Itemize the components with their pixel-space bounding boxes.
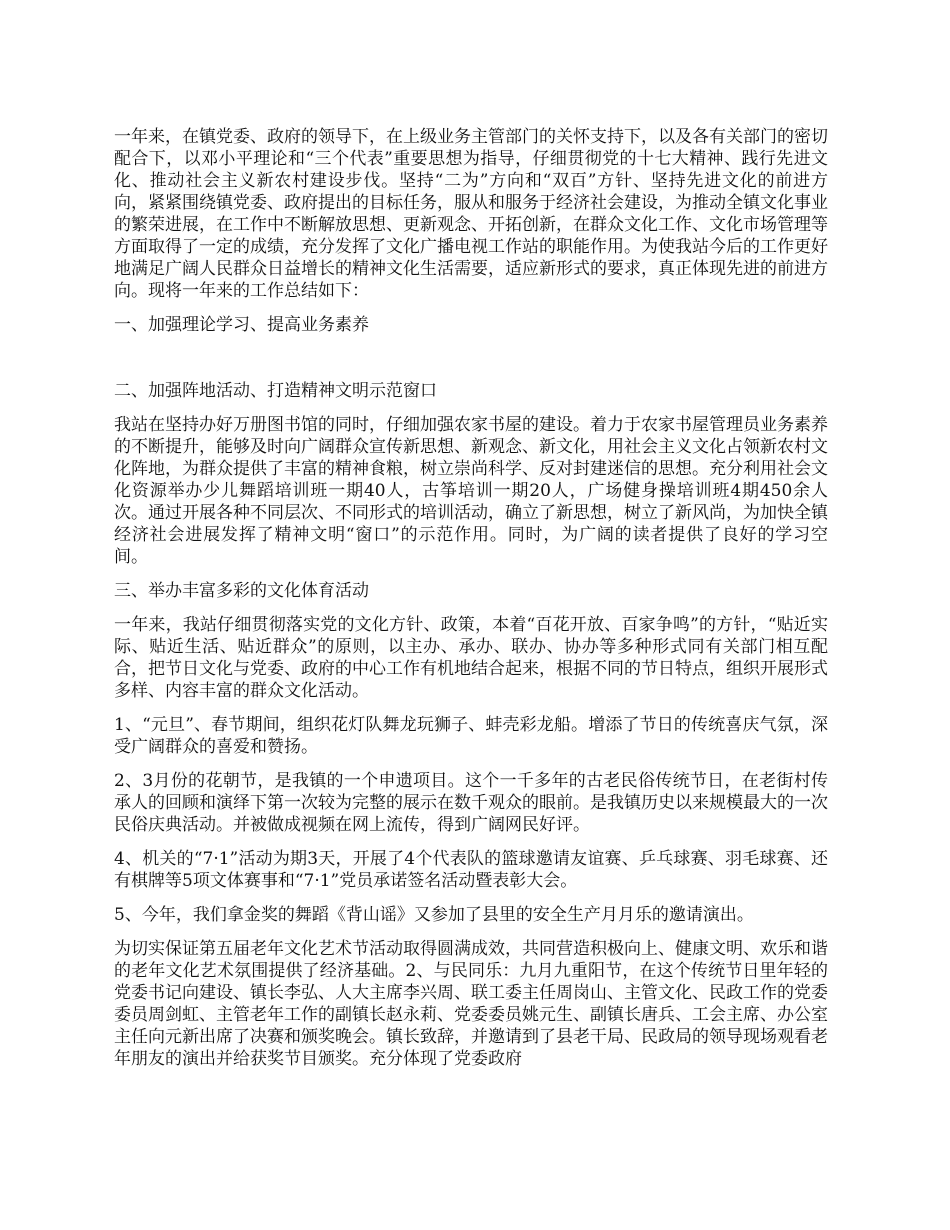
- section-2-paragraph: 我站在坚持办好万册图书馆的同时，仔细加强农家书屋的建设。着力于农家书屋管理员业务素养的不断提升，能够及时向广阔群众宣传新思想、新观念、新文化，用社会主义文化占领新农村文化阵地，为群众提供了丰富的精神食粮，树立崇尚科学、反对封建迷信的思想。充分利用社会文化资源举办少儿舞蹈培训班一期40人，古筝培训一期20人，广场健身操培训班4期450余人次。通过开展各种不同层次、不同形式的培训活动，确立了新思想，树立了新风尚，为加快全镇经济社会进展发挥了精神文明“窗口”的示范作用。同时，为广阔的读者提供了良好的学习空间。: [114, 415, 828, 567]
- list-item-2: 2、3月份的花朝节，是我镇的一个申遗项目。这个一千多年的古老民俗传统节日，在老街村传承人的回顾和演绎下第一次较为完整的展示在数千观众的眼前。是我镇历史以来规模最大的一次民俗庆典活动。并被做成视频在网上流传，得到广阔网民好评。: [114, 771, 828, 835]
- section-3-paragraph: 一年来，我站仔细贯彻落实党的文化方针、政策，本着“百花开放、百家争鸣”的方针，“贴近实际、贴近生活、贴近群众”的原则，以主办、承办、联办、协办等多种形式同有关部门相互配合，把节日文化与党委、政府的中心工作有机地结合起来，根据不同的节日特点，组织开展形式多样、内容丰富的群众文化活动。: [114, 615, 828, 701]
- section-gap: [114, 348, 828, 380]
- document-body: [114, 126, 828, 1082]
- list-item-4: 4、机关的“7·1”活动为期3天，开展了4个代表队的篮球邀请友谊赛、乒乓球赛、羽毛球赛、还有棋牌等5项文体赛事和“7·1”党员承诺签名活动暨表彰大会。: [114, 849, 828, 891]
- section-heading-3: 三、举办丰富多彩的文化体育活动: [114, 581, 369, 601]
- list-item-5: 5、今年，我们拿金奖的舞蹈《背山谣》又参加了县里的安全生产月月乐的邀请演出。: [114, 905, 754, 925]
- list-item-1: 1、“元旦”、春节期间，组织花灯队舞龙玩狮子、蚌壳彩龙船。增添了节日的传统喜庆气氛，深受广阔群众的喜爱和赞扬。: [114, 715, 828, 757]
- section-heading-2: 二、加强阵地活动、打造精神文明示范窗口: [114, 381, 437, 401]
- intro-paragraph: 一年来，在镇党委、政府的领导下，在上级业务主管部门的关怀支持下，以及各有关部门的密切配合下，以邓小平理论和“三个代表”重要思想为指导，仔细贯彻党的十七大精神、践行先进文化、推动社会主义新农村建设步伐。坚持“二为”方向和“双百”方针、坚持先进文化的前进方向，紧紧围绕镇党委、政府提出的目标任务，服从和服务于经济社会建设，为推动全镇文化事业的繁荣进展，在工作中不断解放思想、更新观念、开拓创新，在群众文化工作、文化市场管理等方面取得了一定的成绩，充分发挥了文化广播电视工作站的职能作用。为使我站今后的工作更好地满足广阔人民群众日益增长的精神文化生活需要，适应新形式的要求，真正体现先进的前进方向。现将一年来的工作总结如下：: [114, 127, 828, 301]
- section-heading-1: 一、加强理论学习、提高业务素养: [114, 315, 369, 335]
- closing-paragraph: 为切实保证第五届老年文化艺术节活动取得圆满成效，共同营造积极向上、健康文明、欢乐和谐的老年文化艺术氛围提供了经济基础。2、与民同乐：九月九重阳节，在这个传统节日里年轻的党委书记向建设、镇长李弘、人大主席李兴周、联工委主任周岗山、主管文化、民政工作的党委委员周剑虹、主管老年工作的副镇长赵永莉、党委委员姚元生、副镇长唐兵、工会主席、办公室主任向元新出席了决赛和颁奖晚会。镇长致辞，并邀请到了县老干局、民政局的领导现场观看老年朋友的演出并给获奖节目颁奖。充分体现了党委政府: [114, 939, 828, 1069]
